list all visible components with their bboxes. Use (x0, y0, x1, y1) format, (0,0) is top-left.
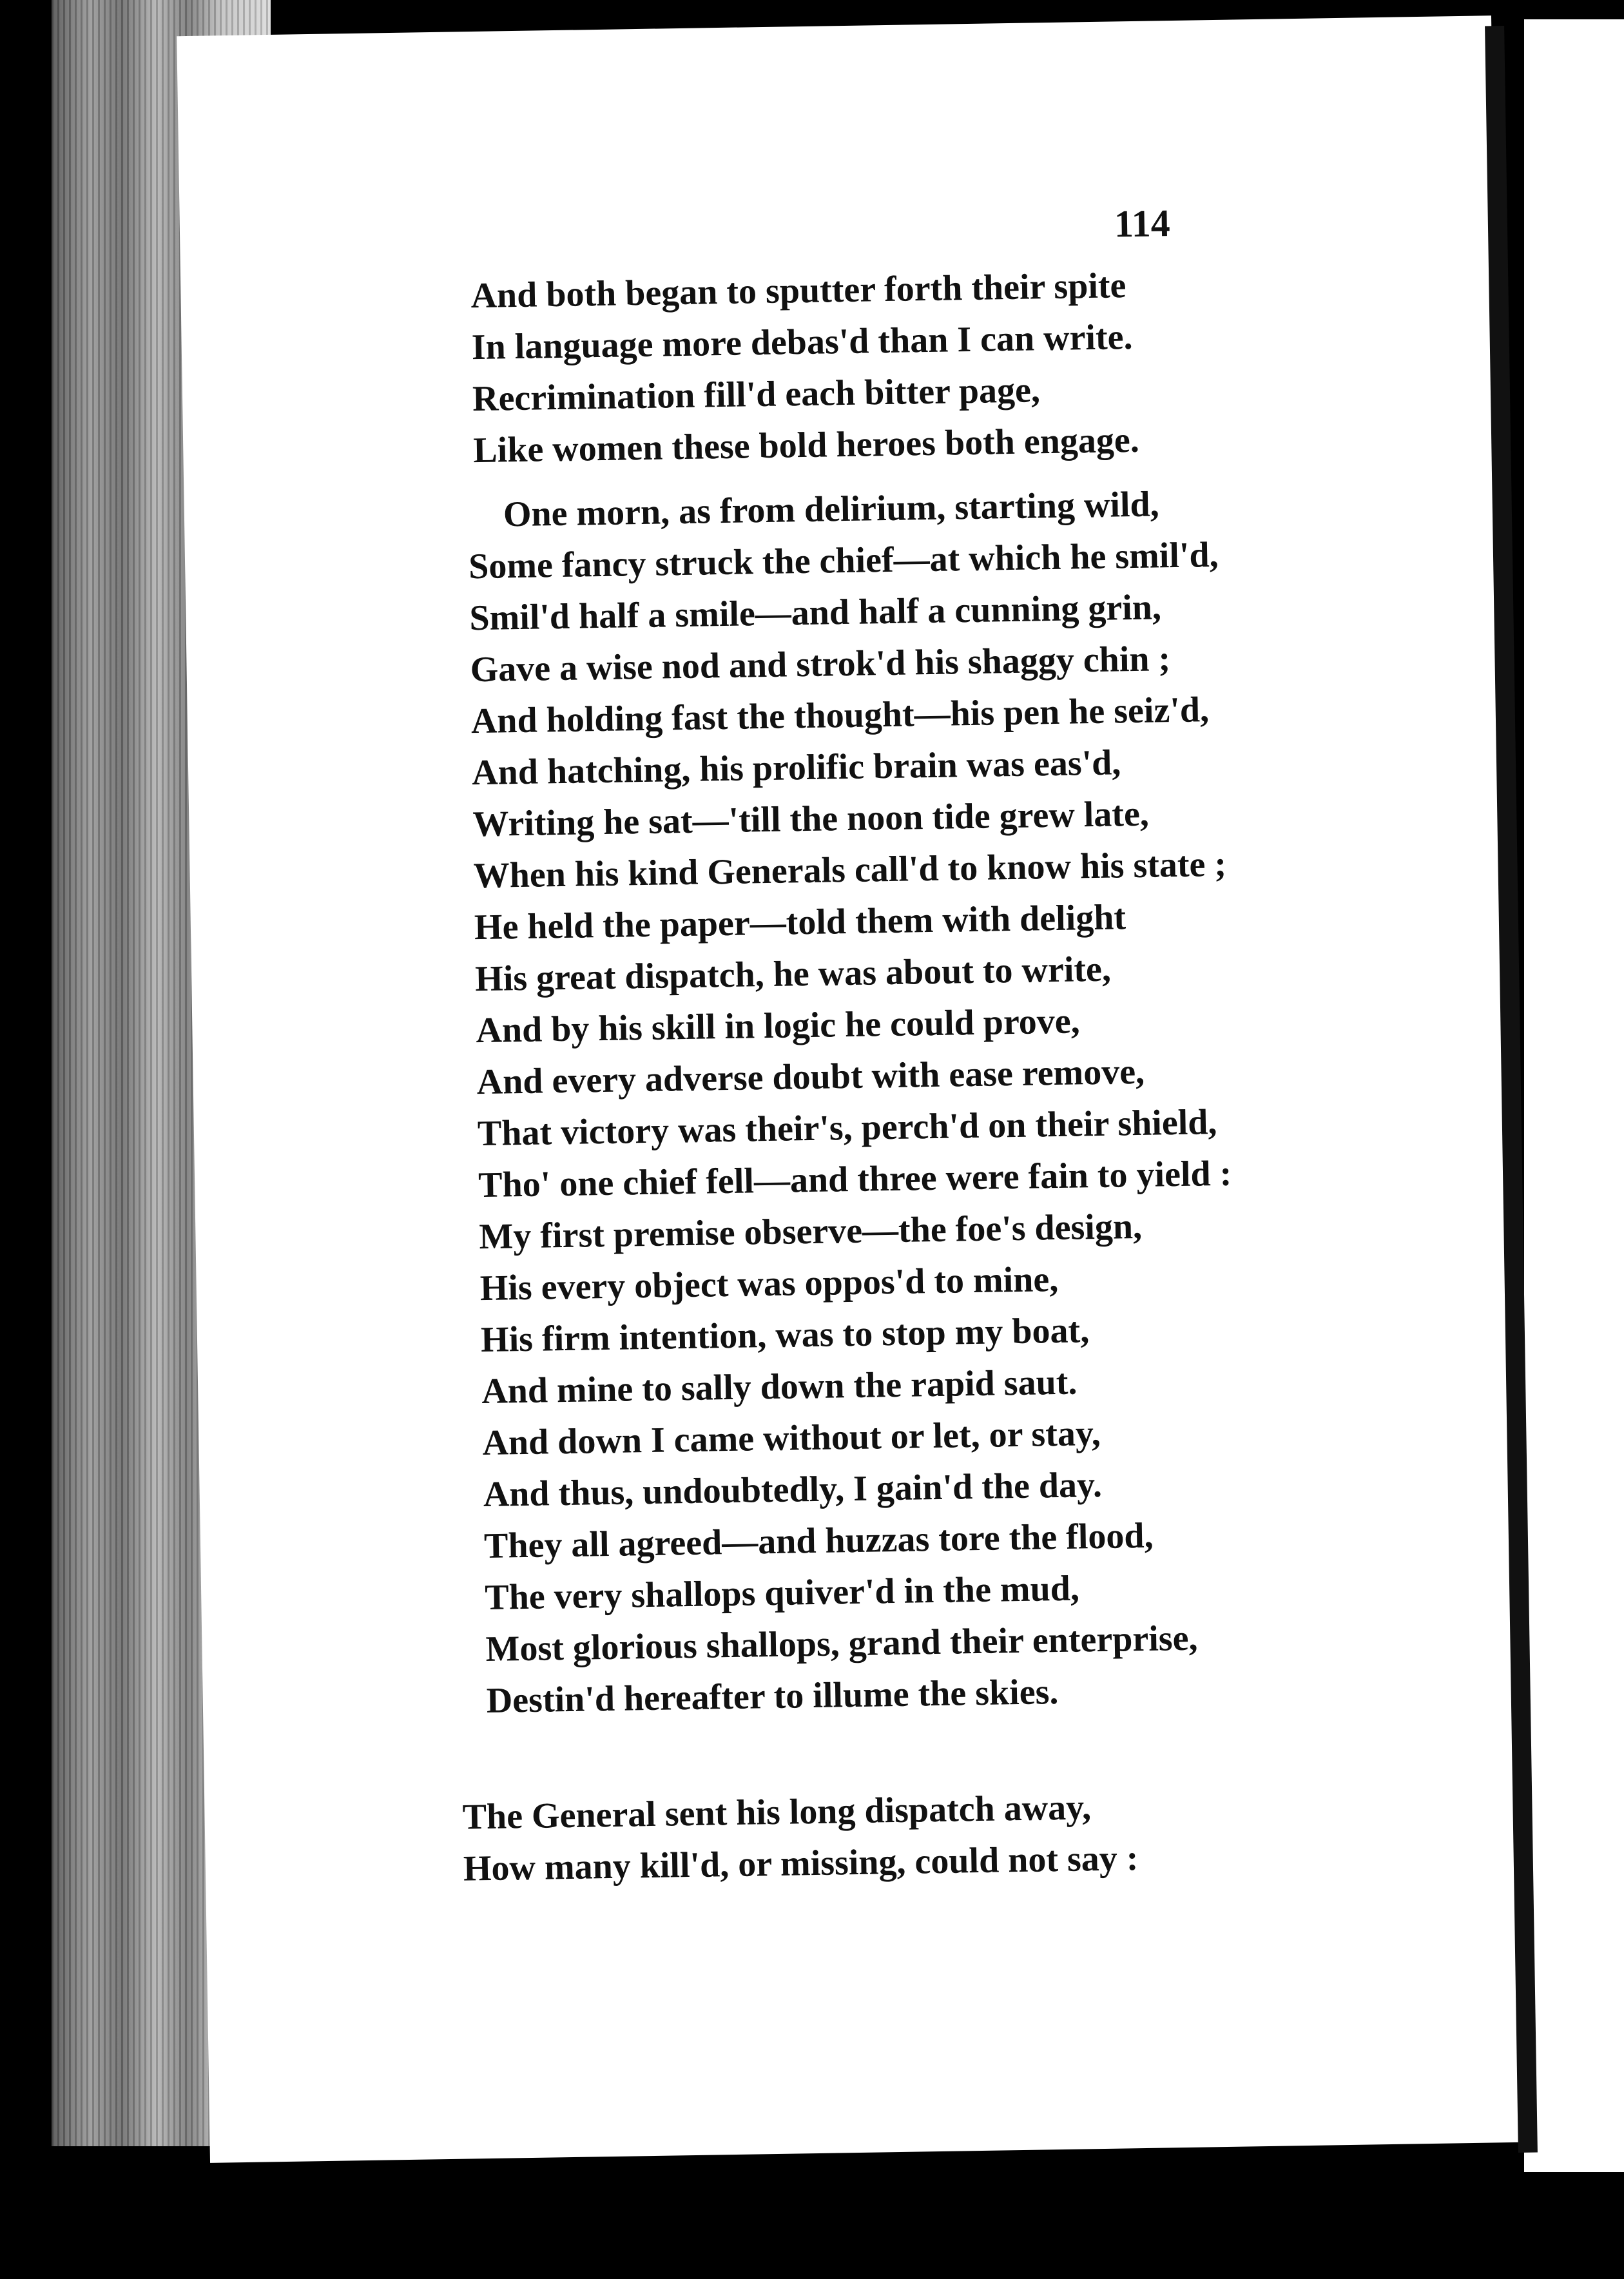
page-number: 114 (1114, 202, 1171, 246)
poem-line: And down I came without or let, or stay, (482, 1413, 1101, 1464)
poem-line: One morn, as from delirium, starting wild, (503, 484, 1160, 535)
poem-line: Like women these bold heroes both engage. (472, 420, 1140, 471)
poem-line: He held the paper—told them with delight (474, 897, 1126, 948)
poem-line: They all agreed—and huzzas tore the flood, (483, 1515, 1154, 1567)
book-page (177, 15, 1525, 2163)
poem-line: Recrimination fill'd each bitter page, (472, 370, 1041, 420)
poem-line: Some fancy struck the chief—at which he smil'd, (468, 534, 1219, 587)
poem-line: My first premise observe—the foe's design, (479, 1206, 1143, 1257)
poem-line: When his kind Generals call'd to know his state ; (473, 844, 1227, 897)
stanza-2 (467, 473, 1518, 1727)
poem-line: Tho' one chief fell—and three were fain to yield : (478, 1153, 1232, 1206)
poem-line: His firm intention, was to stop my boat, (480, 1310, 1090, 1361)
poem-line: And every adverse doubt with ease remove, (476, 1051, 1145, 1103)
poem-line: And holding fast the thought—his pen he seiz'd, (470, 690, 1210, 742)
poem-line: Smil'd half a smile—and half a cunning grin, (469, 587, 1162, 639)
poem-line: And by his skill in logic he could prove, (476, 1001, 1081, 1051)
stanza-1 (470, 254, 1498, 476)
poem-line: The General sent his long dispatch away, (462, 1787, 1092, 1838)
poem-line: And thus, undoubtedly, I gain'd the day. (483, 1464, 1103, 1515)
poem-line: And both began to sputter forth their spite (470, 266, 1126, 316)
poem-line: How many kill'd, or missing, could not say : (463, 1838, 1139, 1889)
poem-line: Most glorious shallops, grand their enterprise, (485, 1618, 1198, 1670)
poem-line: Gave a wise nod and strok'd his shaggy chin ; (470, 639, 1171, 690)
poem-line: And mine to sally down the rapid saut. (481, 1362, 1078, 1412)
poem-line: In language more debas'd than I can write. (471, 316, 1133, 368)
facing-page-sliver (1524, 19, 1624, 2172)
stanza-3 (462, 1775, 1520, 1895)
poem-line: Destin'd hereafter to illume the skies. (486, 1672, 1059, 1721)
poem-line: That victory was their's, perch'd on their shield, (477, 1102, 1217, 1154)
poem-line: His great dispatch, he was about to write, (474, 949, 1112, 1000)
poem-line: The very shallops quiver'd in the mud, (484, 1568, 1080, 1618)
poem-line: Writing he sat—'till the noon tide grew late, (472, 793, 1150, 845)
poem-line: His every object was oppos'd to mine, (479, 1259, 1059, 1309)
poem-line: And hatching, his prolific brain was eas'd, (471, 742, 1121, 793)
